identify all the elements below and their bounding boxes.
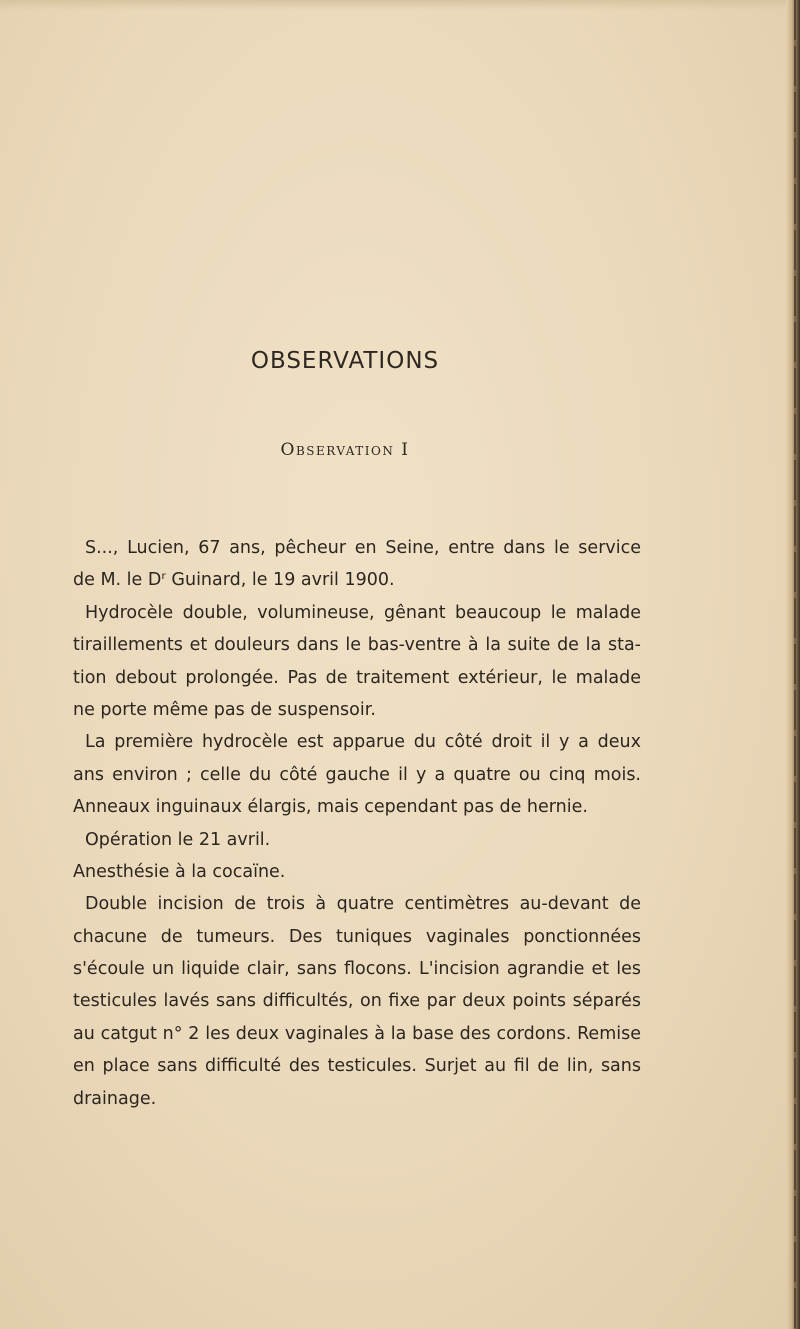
text-line: tiraillements et douleurs dans le bas-ventre à la suite de la sta- [73, 635, 641, 656]
spine-shadow [794, 0, 796, 1329]
text-line: La première hydrocèle est apparue du côté droit il y a deux [85, 732, 641, 753]
text-line: tion debout prolongée. Pas de traitement extérieur, le malade [73, 667, 641, 688]
text-line: testicules lavés sans difficultés, on fixe par deux points séparés [73, 991, 641, 1012]
text-line: ans environ ; celle du côté gauche il y a quatre ou cinq mois. [73, 764, 641, 785]
text-line: drainage. [73, 1088, 157, 1109]
text-line: en place sans difficulté des testicules. Surjet au fil de lin, sans [73, 1056, 641, 1077]
section-heading: Observation I [280, 440, 410, 460]
text-line: de M. le Dʳ Guinard, le 19 avril 1900. [73, 570, 395, 591]
page-top-edge [0, 0, 800, 10]
page-title: OBSERVATIONS [250, 348, 440, 374]
text-line: S..., Lucien, 67 ans, pêcheur en Seine, entre dans le service [85, 538, 641, 558]
text-line: ne porte même pas de suspensoir. [73, 699, 376, 720]
book-spine-edge [786, 0, 800, 1329]
observation-body [73, 532, 641, 1115]
text-line: Opération le 21 avril. [85, 829, 271, 850]
text-line: Double incision de trois à quatre centimètres au-devant de [85, 894, 641, 915]
text-line: chacune de tumeurs. Des tuniques vaginales ponctionnées [73, 926, 641, 947]
text-line: Anesthésie à la cocaïne. [73, 861, 286, 882]
text-line: au catgut n° 2 les deux vaginales à la base des cordons. Remise [73, 1023, 641, 1044]
text-line: s'écoule un liquide clair, sans flocons. L'incision agrandie et les [73, 959, 641, 980]
text-line: Anneaux inguinaux élargis, mais cependant pas de hernie. [73, 797, 588, 818]
text-line: Hydrocèle double, volumineuse, gênant beaucoup le malade [85, 602, 641, 623]
